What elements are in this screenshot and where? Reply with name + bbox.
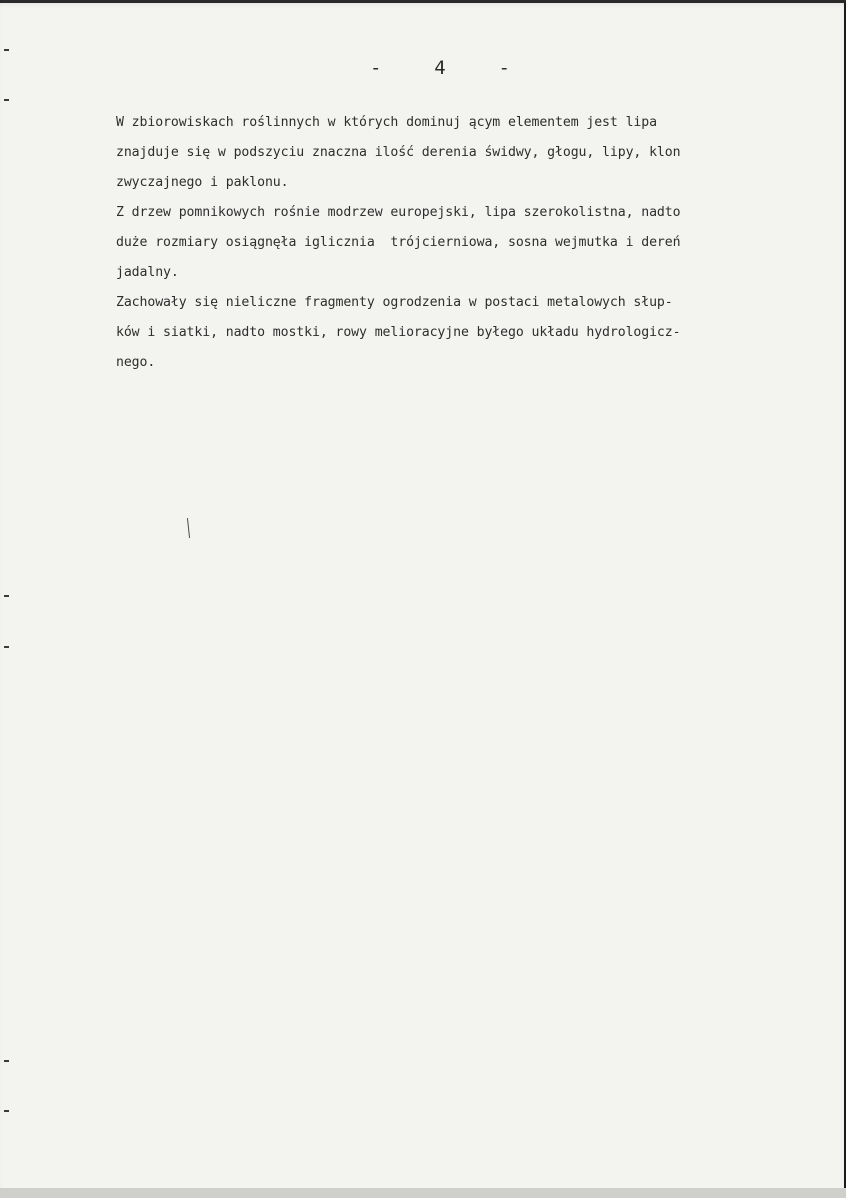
page-number-right-dash: - <box>498 57 510 79</box>
scan-bottom-strip <box>0 1188 846 1198</box>
margin-tick-mark <box>4 49 9 51</box>
text-line-8: ków i siatki, nadto mostki, rowy melioracyjne byłego układu hydrologicz- <box>116 325 681 340</box>
page-number-left-dash: - <box>370 57 382 79</box>
margin-tick-mark <box>4 595 9 597</box>
text-line-1: W zbiorowiskach roślinnych w których dominuj ącym elementem jest lipa <box>116 115 657 130</box>
page-number <box>370 57 510 79</box>
text-line-4: Z drzew pomnikowych rośnie modrzew europejski, lipa szerokolistna, nadto <box>116 205 681 220</box>
text-line-9: nego. <box>116 355 156 370</box>
text-line-2: znajduje się w podszyciu znaczna ilość derenia świdwy, głogu, lipy, klon <box>116 145 681 160</box>
text-line-7: Zachowały się nieliczne fragmenty ogrodzenia w postaci metalowych słup- <box>116 295 673 310</box>
body-text <box>116 108 840 378</box>
margin-tick-mark <box>4 99 9 101</box>
margin-tick-mark <box>4 1060 9 1062</box>
text-line-5: duże rozmiary osiągnęła iglicznia trójcierniowa, sosna wejmutka i dereń <box>116 235 681 250</box>
text-line-3: zwyczajnego i paklonu. <box>116 175 289 190</box>
stray-pen-mark <box>187 518 190 538</box>
scan-top-edge <box>0 0 846 3</box>
margin-tick-mark <box>4 1110 9 1112</box>
margin-tick-mark <box>4 646 9 648</box>
page-number-value: 4 <box>434 57 446 79</box>
text-line-6: jadalny. <box>116 265 179 280</box>
